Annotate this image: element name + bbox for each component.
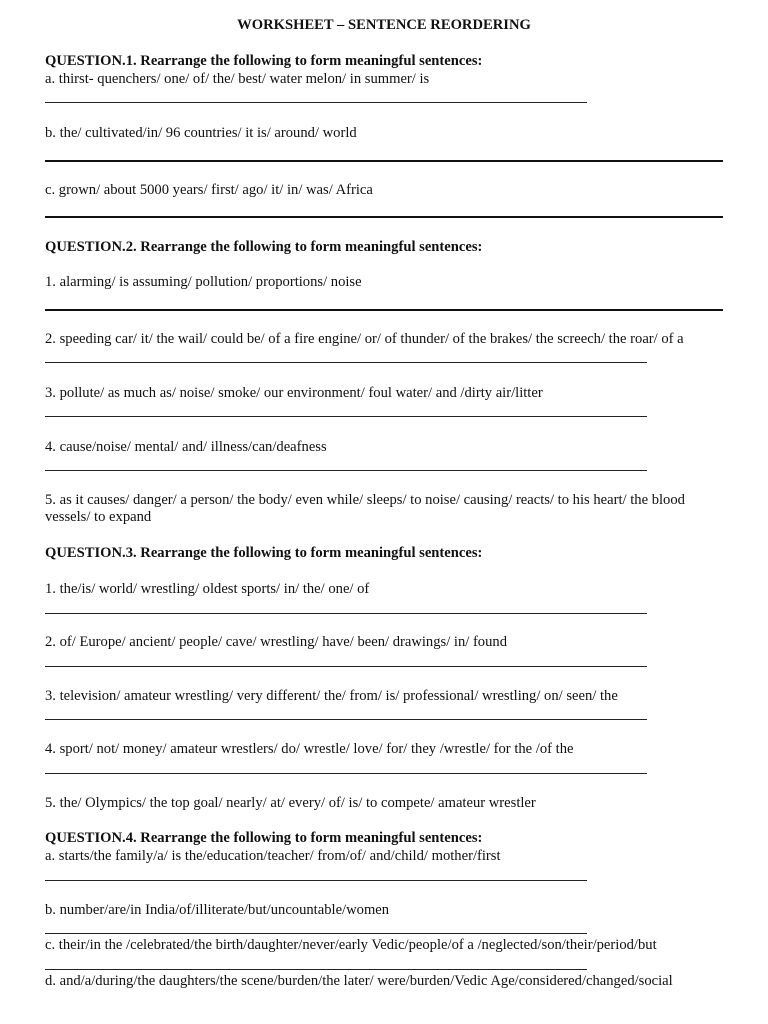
q3-item-5: 5. the/ Olympics/ the top goal/ nearly/ at/ every/ of/ is/ to compete/ amateur wrestler: [45, 795, 536, 811]
q4-item-b: b. number/are/in India/of/illiterate/but/uncountable/women: [45, 902, 390, 918]
q3-item-2: 2. of/ Europe/ ancient/ people/ cave/ wrestling/ have/ been/ drawings/ in/ found: [45, 634, 507, 650]
q2-item-5: 5. as it causes/ danger/ a person/ the body/ even while/ sleeps/ to noise/ causing/ reacts/ to his heart/ the blood vessels/ to expand: [45, 492, 685, 525]
answer-line: [45, 470, 647, 471]
answer-line: [45, 160, 723, 162]
q2-item-3: 3. pollute/ as much as/ noise/ smoke/ our environment/ foul water/ and /dirty air/litter: [45, 385, 543, 401]
q2-item-4: 4. cause/noise/ mental/ and/ illness/can/deafness: [45, 439, 327, 455]
q4-item-c: c. their/in the /celebrated/the birth/daughter/never/early Vedic/people/of a /neglected/son/their/period/but: [45, 937, 657, 953]
q3-item-1: 1. the/is/ world/ wrestling/ oldest sports/ in/ the/ one/ of: [45, 581, 370, 597]
question-4-heading: QUESTION.4. Rearrange the following to form meaningful sentences:: [45, 830, 483, 846]
answer-line: [45, 666, 647, 667]
answer-line: [45, 719, 647, 720]
question-1-heading: QUESTION.1. Rearrange the following to form meaningful sentences:: [45, 53, 483, 69]
q3-item-3: 3. television/ amateur wrestling/ very different/ the/ from/ is/ professional/ wrestling/ on/ seen/ the: [45, 688, 618, 704]
q2-item-2: 2. speeding car/ it/ the wail/ could be/ of a fire engine/ or/ of thunder/ of the brakes/ the screech/ the roar/ of a: [45, 331, 684, 347]
answer-line: [45, 216, 723, 218]
q1-item-c: c. grown/ about 5000 years/ first/ ago/ it/ in/ was/ Africa: [45, 182, 373, 198]
answer-line: [45, 613, 647, 614]
answer-line: [45, 933, 587, 934]
answer-line: [45, 969, 587, 970]
q1-item-a: a. thirst- quenchers/ one/ of/ the/ best/ water melon/ in summer/ is: [45, 71, 430, 87]
answer-line: [45, 102, 587, 103]
question-3-heading: QUESTION.3. Rearrange the following to form meaningful sentences:: [45, 545, 483, 561]
q1-item-b: b. the/ cultivated/in/ 96 countries/ it is/ around/ world: [45, 125, 357, 141]
q3-item-4: 4. sport/ not/ money/ amateur wrestlers/ do/ wrestle/ love/ for/ they /wrestle/ for the /of the: [45, 741, 574, 757]
q2-item-1: 1. alarming/ is assuming/ pollution/ proportions/ noise: [45, 274, 362, 290]
answer-line: [45, 773, 647, 774]
question-2-heading: QUESTION.2. Rearrange the following to form meaningful sentences:: [45, 239, 483, 255]
answer-line: [45, 880, 587, 881]
answer-line: [45, 309, 723, 311]
worksheet-title: WORKSHEET – SENTENCE REORDERING: [237, 17, 531, 33]
answer-line: [45, 362, 647, 363]
q4-item-a: a. starts/the family/a/ is the/education/teacher/ from/of/ and/child/ mother/first: [45, 848, 501, 864]
answer-line: [45, 416, 647, 417]
q4-item-d: d. and/a/during/the daughters/the scene/burden/the later/ were/burden/Vedic Age/considered/changed/social: [45, 973, 673, 989]
